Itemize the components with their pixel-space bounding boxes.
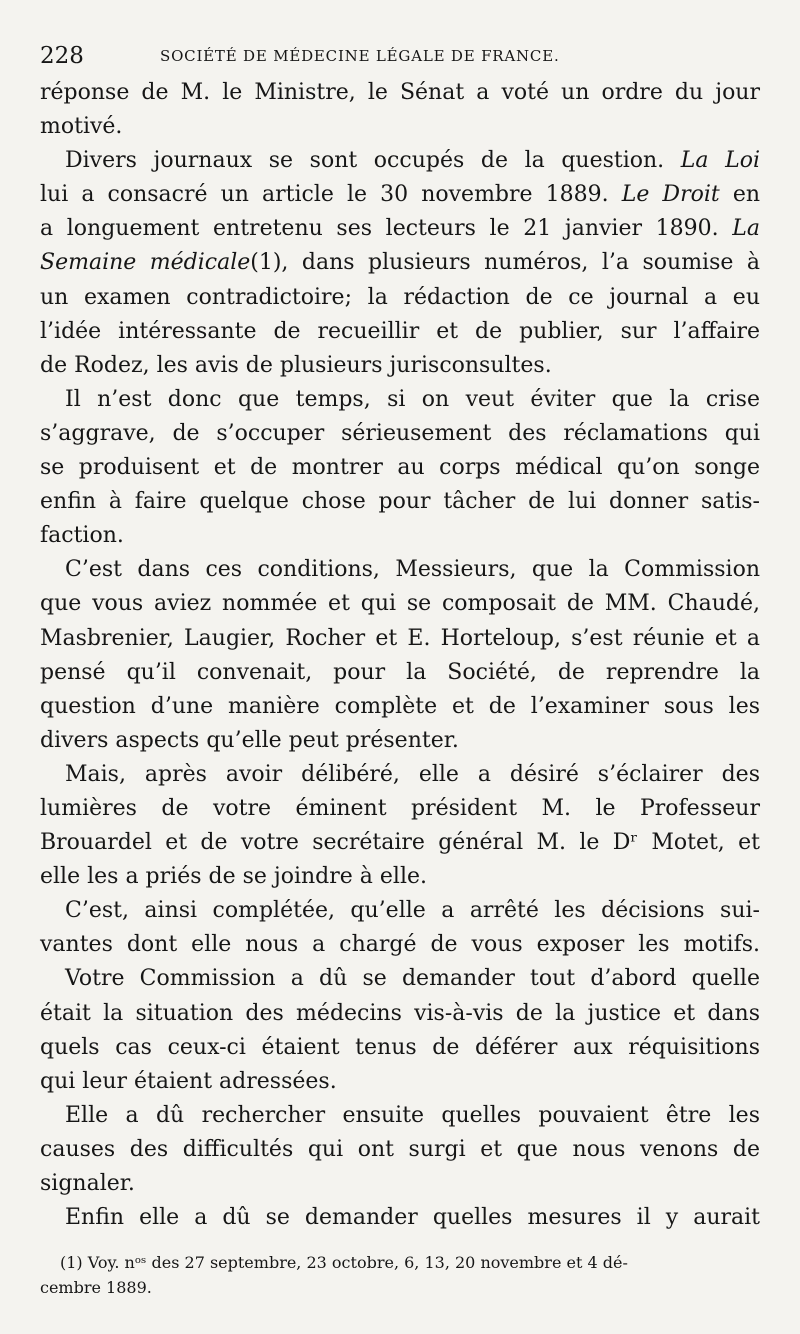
- text-line: Il n’est donc que temps, si on veut éviter que la crise: [65, 386, 760, 412]
- text-line: causes des difficultés qui ont surgi et que nous venons de: [40, 1136, 760, 1162]
- text-line: de Rodez, les avis de plusieurs jurisconsultes.: [40, 352, 552, 378]
- italic-title: La Loi: [680, 148, 760, 174]
- text-line: elle les a priés de se joindre à elle.: [40, 864, 427, 890]
- text-line: Votre Commission a dû se demander tout d’abord quelle: [65, 966, 760, 992]
- text-line: pensé qu’il convenait, pour la Société, de reprendre la: [40, 659, 760, 685]
- text-line: Divers journaux se sont occupés de la question. La Loi: [65, 148, 760, 174]
- text-line: Enfin elle a dû se demander quelles mesures il y aurait: [65, 1205, 760, 1231]
- text-line: se produisent et de montrer au corps médical qu’on songe: [40, 455, 760, 481]
- footnote-line: (1) Voy. nᵒˢ des 27 septembre, 23 octobre, 6, 13, 20 novembre et 4 dé-: [60, 1253, 628, 1272]
- text-line: faction.: [40, 523, 124, 549]
- text-line: vantes dont elle nous a chargé de vous exposer les motifs.: [40, 932, 760, 958]
- text-line: a longuement entretenu ses lecteurs le 21 janvier 1890. La: [40, 216, 761, 242]
- text-line: était la situation des médecins vis-à-vis de la justice et dans: [40, 1000, 760, 1026]
- italic-title: La: [732, 216, 761, 242]
- text-line: motivé.: [40, 114, 123, 140]
- text-line: quels cas ceux-ci étaient tenus de déférer aux réquisitions: [40, 1034, 760, 1060]
- italic-title: Semaine médicale: [40, 250, 251, 276]
- text-line: s’aggrave, de s’occuper sérieusement des réclamations qui: [40, 420, 760, 446]
- text-line: lumières de votre éminent président M. le Professeur: [40, 795, 760, 821]
- text-line: C’est dans ces conditions, Messieurs, que la Commission: [65, 557, 760, 583]
- text-line: question d’une manière complète et de l’examiner sous les: [40, 693, 760, 719]
- text-line: Mais, après avoir délibéré, elle a désiré s’éclairer des: [65, 761, 760, 787]
- text-line: C’est, ainsi complétée, qu’elle a arrêté les décisions sui-: [65, 898, 760, 924]
- text-line: signaler.: [40, 1171, 135, 1196]
- text-line: enfin à faire quelque chose pour tâcher de lui donner satis-: [40, 489, 760, 515]
- text-line: lui a consacré un article le 30 novembre 1889. Le Droit en: [40, 182, 761, 208]
- running-head: SOCIÉTÉ DE MÉDECINE LÉGALE DE FRANCE.: [160, 47, 560, 65]
- italic-title: Le Droit: [621, 182, 720, 208]
- body-text: [40, 76, 760, 1235]
- page-number: 228: [40, 43, 84, 69]
- footnote-line: cembre 1889.: [40, 1278, 152, 1297]
- text-line: un examen contradictoire; la rédaction de ce journal a eu: [40, 284, 760, 310]
- text-line: divers aspects qu’elle peut présenter.: [40, 727, 459, 753]
- text-line: réponse de M. le Ministre, le Sénat a voté un ordre du jour: [40, 80, 760, 105]
- text-line: qui leur étaient adressées.: [40, 1068, 337, 1094]
- page-header: [40, 42, 760, 72]
- text-line: Elle a dû rechercher ensuite quelles pouvaient être les: [65, 1102, 760, 1128]
- text-line: l’idée intéressante de recueillir et de publier, sur l’affaire: [40, 318, 760, 344]
- footnote: [40, 1250, 760, 1300]
- text-line: Masbrenier, Laugier, Rocher et E. Horteloup, s’est réunie et a: [40, 625, 760, 651]
- text-line: que vous aviez nommée et qui se composait de MM. Chaudé,: [40, 591, 760, 617]
- text-line: Semaine médicale(1), dans plusieurs numéros, l’a soumise à: [40, 250, 760, 276]
- text-line: Brouardel et de votre secrétaire général M. le Dʳ Motet, et: [40, 830, 760, 856]
